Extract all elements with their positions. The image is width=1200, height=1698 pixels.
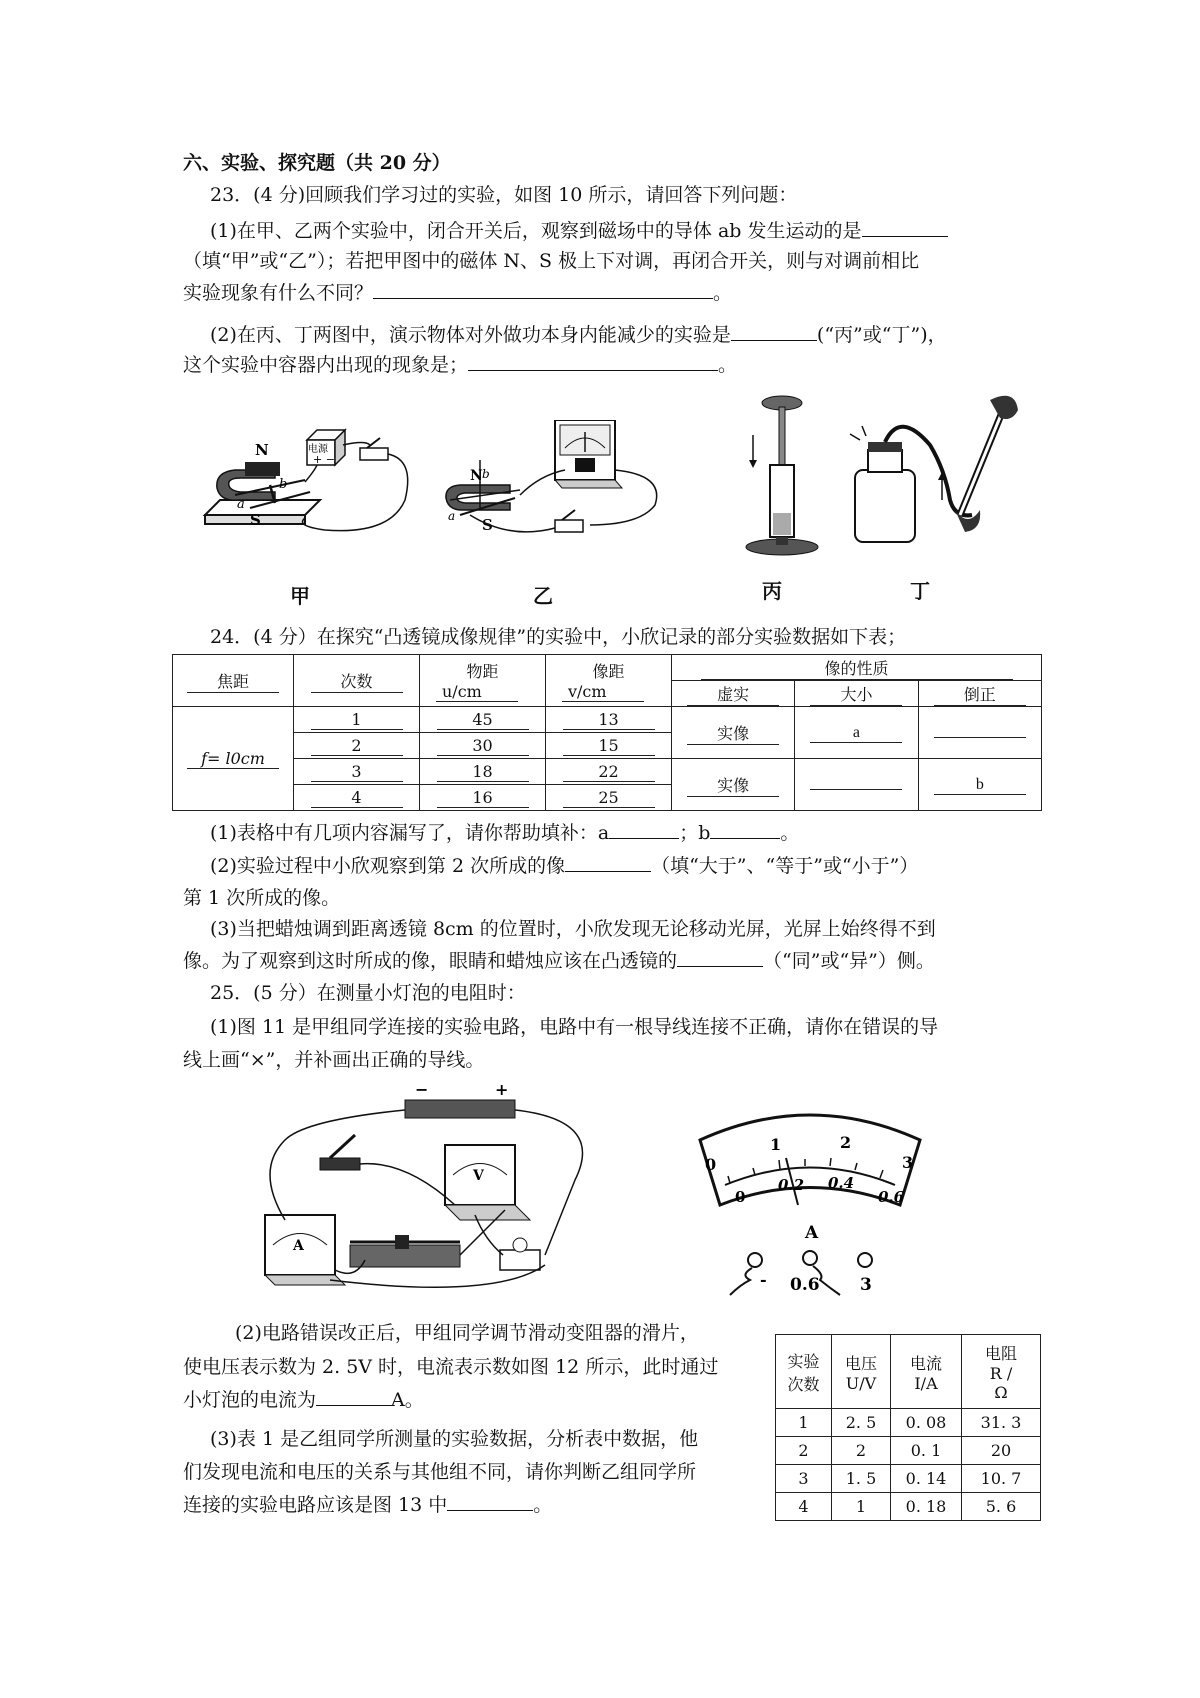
q23-p1-line1 xyxy=(210,216,1070,246)
q24-p3-line1: (3)当把蜡烛调到距离透镜 8cm 的位置时，小欣发现无论移动光屏，光屏上始终得不到 xyxy=(210,918,936,940)
q25-p2-tail: A。 xyxy=(391,1389,424,1411)
scale-top-2: 2 xyxy=(840,1133,852,1152)
scale-top-0: 0 xyxy=(705,1155,717,1174)
q24-p2-line2: 第 1 次所成的像。 xyxy=(183,887,341,909)
table-cell: 2 xyxy=(832,1437,891,1465)
figure-label-bing: 丙 xyxy=(762,579,782,603)
header-focal: 焦距 xyxy=(173,655,294,707)
table-cell: 30 xyxy=(420,733,546,759)
table-cell: 3 xyxy=(776,1465,832,1493)
table-cell: b xyxy=(918,759,1041,811)
q23-p1-question: 实验现象有什么不同？ xyxy=(183,282,374,304)
period: 。 xyxy=(718,354,738,376)
table-cell: 0. 14 xyxy=(891,1465,962,1493)
table-cell: 1 xyxy=(294,707,420,733)
header-voltage: 电压 U/V xyxy=(832,1335,891,1409)
scale-bottom-3: 0.6 xyxy=(878,1188,905,1206)
figure-12-ammeter-dial xyxy=(680,1080,940,1305)
header-orientation: 倒正 xyxy=(918,681,1041,707)
q24-p3-line2 xyxy=(183,946,1043,976)
figure-yi-generator-apparatus xyxy=(440,420,670,550)
header-trial: 实验 次数 xyxy=(776,1335,832,1409)
table-cell: 15 xyxy=(546,733,672,759)
figure-ding-bottle-pump xyxy=(840,390,1020,560)
table-cell: 1 xyxy=(776,1409,832,1437)
q25-p2-line2: 使电压表示数为 2. 5V 时，电流表示数如图 12 所示，此时通过 xyxy=(183,1356,719,1378)
header-resistance: 电阻 R / Ω xyxy=(962,1335,1041,1409)
q23-p2-text: (2)在丙、丁两图中，演示物体对外做功本身内能减少的实验是 xyxy=(210,324,731,346)
answer-blank[interactable] xyxy=(447,1490,533,1511)
scale-bottom-2: 0.4 xyxy=(828,1174,855,1192)
table-cell xyxy=(795,759,918,811)
period: 。 xyxy=(533,1494,553,1516)
answer-blank[interactable] xyxy=(373,278,713,299)
terminal-3: 3 xyxy=(860,1275,872,1295)
header-count: 次数 xyxy=(294,655,420,707)
header-size: 大小 xyxy=(795,681,918,707)
q24-p3-text: 像。为了观察到这时所成的像，眼睛和蜡烛应该在凸透镜的 xyxy=(183,950,678,972)
period: 。 xyxy=(713,282,733,304)
q25-p1-line1: (1)图 11 是甲组同学连接的实验电路，电路中有一根导线连接不正确，请你在错误的导 xyxy=(210,1016,939,1038)
q24-p2-tail: （填“大于”、“等于”或“小于”） xyxy=(651,855,919,877)
label-a: a xyxy=(237,497,245,512)
period: 。 xyxy=(780,822,800,844)
q23-p1-text: (1)在甲、乙两个实验中，闭合开关后，观察到磁场中的导体 ab 发生运动的是 xyxy=(210,220,862,242)
q23-p2-tail: (“丙”或“丁”)， xyxy=(816,324,947,346)
header-current: 电流 I/A xyxy=(891,1335,962,1409)
answer-blank-a[interactable] xyxy=(609,818,679,839)
table-cell: 2. 5 xyxy=(832,1409,891,1437)
label-a: a xyxy=(448,509,456,523)
table-1-resistance-data xyxy=(775,1334,1041,1521)
table-cell: 16 xyxy=(420,785,546,811)
answer-blank[interactable] xyxy=(316,1385,391,1406)
ammeter-label: A xyxy=(293,1238,304,1254)
table-cell: 18 xyxy=(420,759,546,785)
q25-p3-line3 xyxy=(183,1490,763,1520)
figure-jia-motor-apparatus xyxy=(195,400,435,550)
table-cell: 0. 18 xyxy=(891,1493,962,1521)
answer-blank[interactable] xyxy=(731,320,817,341)
figure-label-ding: 丁 xyxy=(910,579,930,603)
battery-plus: + xyxy=(495,1080,509,1099)
q23-p2-line1 xyxy=(210,320,1070,350)
answer-blank[interactable] xyxy=(677,946,763,967)
svg-text:+ −: + − xyxy=(313,453,335,466)
table-cell: 1. 5 xyxy=(832,1465,891,1493)
table-cell: 10. 7 xyxy=(962,1465,1041,1493)
q24-p1-text: (1)表格中有几项内容漏写了，请你帮助填补：a xyxy=(210,822,610,844)
scale-top-1: 1 xyxy=(770,1135,782,1154)
header-image-nature: 像的性质 xyxy=(672,655,1042,681)
q23-p2-line2 xyxy=(183,350,1043,380)
q25-stem: 25．(5 分）在测量小灯泡的电阻时： xyxy=(210,982,526,1004)
q25-p1-line2: 线上画“×”，并补画出正确的导线。 xyxy=(183,1049,485,1071)
label-s: S xyxy=(250,511,261,529)
table-cell: 实像 xyxy=(672,707,795,759)
figure-11-circuit xyxy=(245,1080,635,1305)
q24-p3-tail: （“同”或“异”）侧。 xyxy=(763,950,935,972)
meter-unit: A xyxy=(805,1223,819,1243)
section-title: 六、实验、探究题（共 20 分） xyxy=(183,152,451,174)
q25-p2-line3 xyxy=(183,1385,763,1415)
focal-value: f= l0cm xyxy=(173,707,294,811)
label-power: 电源 xyxy=(308,444,328,455)
table-cell: 20 xyxy=(962,1437,1041,1465)
answer-blank[interactable] xyxy=(565,851,651,872)
label-s: S xyxy=(482,516,493,534)
table-cell: 0. 1 xyxy=(891,1437,962,1465)
q25-p3-line1: (3)表 1 是乙组同学所测量的实验数据，分析表中数据，他 xyxy=(210,1428,699,1450)
table-cell: 5. 6 xyxy=(962,1493,1041,1521)
figure-bing-air-pump-cylinder xyxy=(740,395,820,560)
q23-p1-line3 xyxy=(183,278,1043,308)
table-cell: 2 xyxy=(294,733,420,759)
q25-p2-line1: (2)电路错误改正后，甲组同学调节滑动变阻器的滑片， xyxy=(235,1322,699,1344)
q25-p3-text: 连接的实验电路应该是图 13 中 xyxy=(183,1494,448,1516)
q23-p2-question: 这个实验中容器内出现的现象是； xyxy=(183,354,469,376)
table-cell: a xyxy=(795,707,918,759)
terminal-0-6: 0.6 xyxy=(790,1275,820,1295)
table-cell: 13 xyxy=(546,707,672,733)
label-n: N xyxy=(470,468,483,484)
table-cell: 3 xyxy=(294,759,420,785)
table-cell: 实像 xyxy=(672,759,795,811)
q23-p1-line2: （填“甲”或“乙”）；若把甲图中的磁体 N、S 极上下对调，再闭合开关，则与对调前相比 xyxy=(183,250,920,272)
scale-bottom-0: 0 xyxy=(735,1188,746,1206)
table-cell: 31. 3 xyxy=(962,1409,1041,1437)
figure-label-jia: 甲 xyxy=(290,584,310,608)
figure-label-yi: 乙 xyxy=(533,584,553,608)
q24-p2-line1 xyxy=(210,851,1070,881)
q24-p1 xyxy=(210,818,1070,848)
table-cell: 0. 08 xyxy=(891,1409,962,1437)
voltmeter-label: V xyxy=(473,1168,484,1184)
terminal-minus: - xyxy=(760,1270,767,1289)
q25-p3-line2: 们发现电流和电压的关系与其他组不同，请你判断乙组同学所 xyxy=(183,1461,697,1483)
q24-stem: 24．(4 分）在探究“凸透镜成像规律”的实验中，小欣记录的部分实验数据如下表； xyxy=(210,626,907,648)
battery-minus: − xyxy=(415,1080,429,1099)
label-b: b xyxy=(279,477,288,492)
answer-blank[interactable] xyxy=(862,216,948,237)
header-real-virtual: 虚实 xyxy=(672,681,795,707)
table-cell: 4 xyxy=(776,1493,832,1521)
table-cell xyxy=(918,707,1041,759)
label-n: N xyxy=(255,441,269,459)
scale-top-3: 3 xyxy=(902,1153,914,1172)
table-cell: 4 xyxy=(294,785,420,811)
table-cell: 22 xyxy=(546,759,672,785)
header-object-distance: 物距 u/cm xyxy=(420,655,546,707)
answer-blank-b[interactable] xyxy=(710,818,780,839)
q25-p2-text: 小灯泡的电流为 xyxy=(183,1389,317,1411)
q24-p1-mid: ；b xyxy=(679,822,711,844)
q24-lens-data-table xyxy=(172,654,1042,811)
q23-stem: 23．(4 分)回顾我们学习过的实验，如图 10 所示，请回答下列问题： xyxy=(210,184,798,206)
table-cell: 1 xyxy=(832,1493,891,1521)
table-cell: 2 xyxy=(776,1437,832,1465)
answer-blank[interactable] xyxy=(468,350,718,371)
q24-p2-text: (2)实验过程中小欣观察到第 2 次所成的像 xyxy=(210,855,566,877)
label-b: b xyxy=(482,467,490,481)
scale-bottom-1: 0.2 xyxy=(778,1176,805,1194)
table-cell: 45 xyxy=(420,707,546,733)
header-image-distance: 像距 v/cm xyxy=(546,655,672,707)
table-cell: 25 xyxy=(546,785,672,811)
